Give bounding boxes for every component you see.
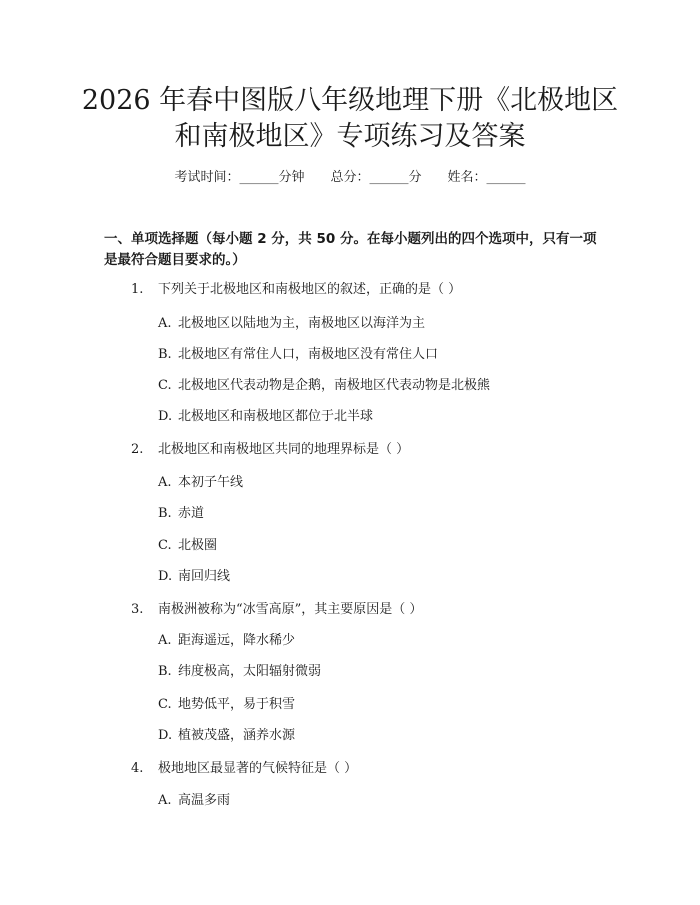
option-letter: A. — [158, 633, 172, 648]
question-3-option-c — [158, 696, 295, 714]
question-2 — [131, 441, 409, 459]
question-2-option-d — [158, 568, 230, 586]
option-letter: D. — [158, 569, 173, 584]
option-text: 北极圈 — [178, 538, 218, 553]
question-text: 极地地区最显著的气候特征是（ ） — [158, 761, 358, 776]
option-text: 植被茂盛，涵养水源 — [178, 728, 296, 743]
option-text: 距海遥远，降水稀少 — [178, 633, 296, 648]
question-4-option-a — [158, 792, 230, 810]
document-title-line-1: 2026 年春中图版八年级地理下册《北极地区 — [81, 85, 619, 116]
option-letter: D. — [158, 409, 173, 424]
option-letter: B. — [158, 664, 172, 679]
question-text: 下列关于北极地区和南极地区的叙述，正确的是（ ） — [158, 282, 462, 297]
question-1 — [131, 281, 461, 299]
question-number: 3. — [131, 602, 144, 617]
option-text: 本初子午线 — [178, 475, 244, 490]
option-letter: A. — [158, 475, 172, 490]
option-text: 纬度极高，太阳辐射微弱 — [178, 664, 322, 679]
option-letter: B. — [158, 506, 172, 521]
option-text: 北极地区以陆地为主，南极地区以海洋为主 — [178, 316, 426, 331]
option-text: 北极地区有常住人口，南极地区没有常住人口 — [178, 347, 439, 362]
option-text: 赤道 — [178, 506, 205, 521]
document-title-line-2: 和南极地区》专项练习及答案 — [174, 121, 526, 152]
question-1-option-b — [158, 346, 438, 364]
question-1-option-d — [158, 408, 373, 426]
question-1-option-a — [158, 315, 425, 333]
exam-meta — [0, 169, 700, 187]
question-text: 南极洲被称为“冰雪高原”，其主要原因是（ ） — [158, 602, 423, 617]
question-3-option-d — [158, 727, 295, 745]
section-heading: 一、单项选择题（每小题 2 分，共 50 分。在每小题列出的四个选项中，只有一项是最符合题目要求的。） — [104, 231, 597, 268]
option-letter: A. — [158, 316, 172, 331]
question-number: 1. — [131, 282, 144, 297]
question-3-option-b — [158, 663, 321, 681]
question-2-option-a — [158, 474, 243, 492]
total-score-field: 总分：______分 — [330, 170, 422, 185]
option-text: 地势低平，易于积雪 — [178, 697, 296, 712]
question-2-option-b — [158, 505, 204, 523]
option-text: 北极地区代表动物是企鹅，南极地区代表动物是北极熊 — [178, 378, 491, 393]
question-number: 4. — [131, 761, 144, 776]
question-4 — [131, 760, 357, 778]
option-letter: B. — [158, 347, 172, 362]
option-letter: C. — [158, 538, 172, 553]
option-text: 高温多雨 — [178, 793, 231, 808]
student-name-field: 姓名：______ — [447, 170, 526, 185]
option-letter: C. — [158, 697, 172, 712]
question-1-option-c — [158, 377, 490, 395]
question-3 — [131, 601, 422, 619]
option-text: 北极地区和南极地区都位于北半球 — [178, 409, 374, 424]
question-text: 北极地区和南极地区共同的地理界标是（ ） — [158, 442, 410, 457]
question-3-option-a — [158, 632, 295, 650]
exam-time-field: 考试时间：______分钟 — [174, 170, 305, 185]
question-number: 2. — [131, 442, 144, 457]
option-letter: D. — [158, 728, 173, 743]
question-2-option-c — [158, 537, 217, 555]
option-letter: C. — [158, 378, 172, 393]
option-text: 南回归线 — [178, 569, 231, 584]
option-letter: A. — [158, 793, 172, 808]
